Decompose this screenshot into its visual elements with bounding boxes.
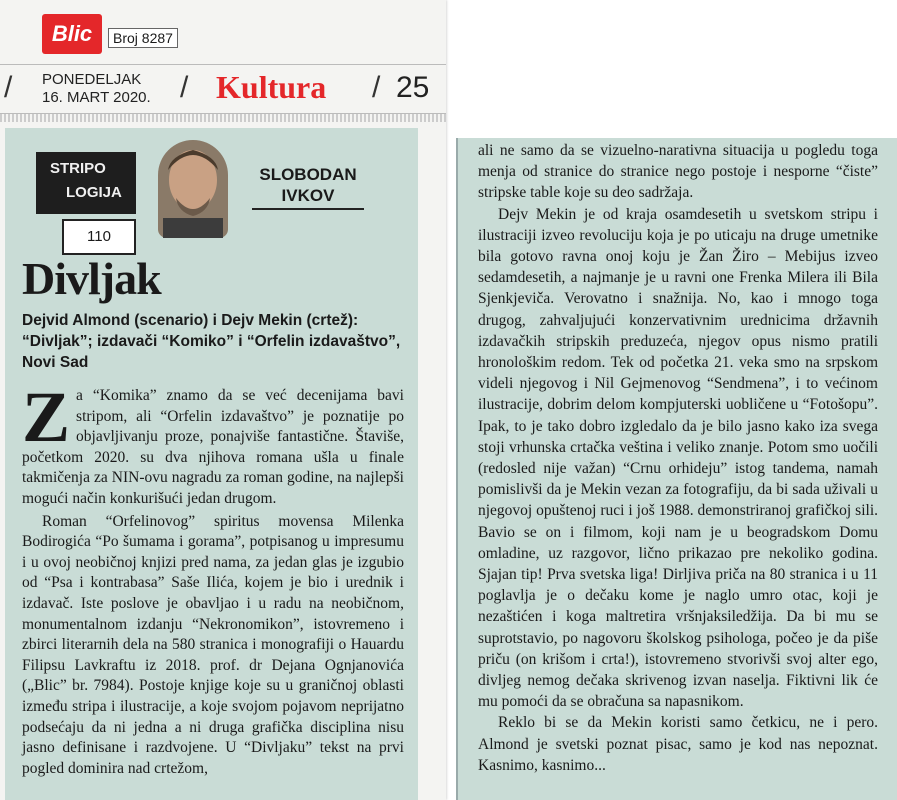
author-portrait	[158, 140, 228, 238]
column-number-badge: 110	[62, 219, 136, 255]
issue-number: Broj 8287	[108, 28, 178, 48]
article-body-left	[22, 377, 404, 781]
paragraph: Roman “Orfelinovog” spiritus movensa Milenka Bodirogića “Po šumama i gorama”, potpisanog u impresumu i u ovoj neobičnoj knjizi pred nama, za jedan glas je izgubio od “Psa i kontrabasa” Saše Ilića, kojem je bio i urednik i izdavač. Iste poslove je obavljao i u radu na neobičnom, monumentalnom izdanju “Nekronomikon”, istovremeno i zbirci literarnih dela na 580 stranica i monografiji o Hauardu Filipsu Lavkraftu iz 2018. prof. dr Dejana Ognjanovića („Blic” br. 7984). Postoje knjige koje su u graničnoj oblasti između stripa i ilustracije, a koje svojom pojavom neprijatno podsećaju da ni jedna a ni druga grafička disciplina nisu jasno definisane i razdvojene. U “Divljaku” tekst na prvi pogled dominira nad crtežom,	[22, 512, 404, 777]
left-clipping	[0, 0, 446, 800]
drop-cap: Z	[22, 377, 71, 457]
paragraph: Reklo bi se da Mekin koristi samo četkicu, ne i pero. Almond je svetski poznat pisac, samo je kod nas nepoznat. Kasnimo, kasnimo...	[478, 714, 878, 774]
paragraph-text: a “Komika” znamo da se već decenijama bavi stripom, ali “Orfelin izdavaštvo” je poznatije po objavljivanju proze, ponajviše fantastične. Štaviše, početkom 2020. su dva njihova romana ušla u finale takmičenja za NIN-ovu nagradu za roman godine, na najlepši mogući način konkurišući jedan drugom.	[22, 387, 404, 507]
article-body-right	[478, 140, 878, 776]
dateline-bar	[0, 64, 446, 114]
author-underline	[252, 208, 364, 210]
column-label-line1: STRIPO	[50, 160, 106, 177]
divider-slash: /	[180, 71, 189, 104]
weekday: PONEDELJAK	[42, 71, 142, 88]
column-label-line2: LOGIJA	[66, 184, 122, 201]
article-credits: Dejvid Almond (scenario) i Dejv Mekin (crtež): “Divljak”; izdavači “Komiko” i “Orfelin izdavaštvo”, Novi Sad	[22, 312, 401, 371]
author-name	[252, 164, 364, 206]
author-last-name: IVKOV	[281, 186, 335, 205]
divider-slash: /	[4, 71, 13, 104]
author-first-name: SLOBODAN	[259, 165, 357, 184]
divider-slash: /	[372, 71, 381, 104]
article-headline: Divljak	[22, 253, 161, 304]
page-number: 25	[396, 71, 430, 104]
hatched-rule	[0, 114, 446, 122]
blic-logo: Blic	[42, 14, 102, 54]
paragraph: ali ne samo da se vizuelno-narativna situacija u pogledu toga menja od stranice do stranice nego postoje i nesporne “čiste” stripske table koje su deo sadržaja.	[478, 142, 878, 202]
paragraph: Dejv Mekin je od kraja osamdesetih u svetskom stripu i ilustraciji izveo revoluciju koja je po uticaju na druge umetnike bila gotovo ravna onoj koju je Žan Žiro – Mebijus izveo sedamdesetih, a najmanje je u ravni one Frenka Milera ili Bila Sjenkjeviča. Verovatno i snažnija. No, kao i mnogo toga drugog, zahvaljujući konzervativnim urednicima državnih izdavačkih stripskih preduzeća, njegov opus nismo pratili hronološkim redom. Tek od početka 21. veka smo na srpskom videli njegovog i Nil Gejmenovog “Sendmena”, i to većinom ilustracije, dobrim delom kompjuterski uobličene u “Fotošopu”. Ipak, to je tako dobro izgledalo da je bilo jasno kako iza svega stoji vrhunska crtačka veština i veliko znanje. Potom smo uočili (redosled nije važan) “Crnu orhideju” istog tandema, namah pomislivši da je Mekin vezan za fotografiju, da bi sada uživali u njegovoj opuštenoj ruci i još 1988. demonstriranoj grafičkoj sili. Bavio se on i filmom, koji nam je u beogradskom Domu omladine, uz razgovor, lično prikazao pre nekoliko godina. Sjajan tip! Prva svetska liga! Dirljiva priča na 80 stranica i u 11 poglavlja je o dečaku kome je naglo umro otac, koji je nezaštićen i koga maltretira vršnjaksiledžija. Da bi mu se suprotstavio, po nagovoru školskog psihologa, počeo je da piše priču (on krišom i crta!), istovremeno stvorivši svoj alter ego, divljeg nemog dečaka skrivenog izvan naselja. Fiktivni lik će mu pomoći da se obračuna sa napasnikom.	[478, 205, 878, 711]
section-title: Kultura	[216, 69, 327, 105]
paragraph	[22, 377, 404, 510]
issue-date: 16. MART 2020.	[42, 89, 151, 106]
